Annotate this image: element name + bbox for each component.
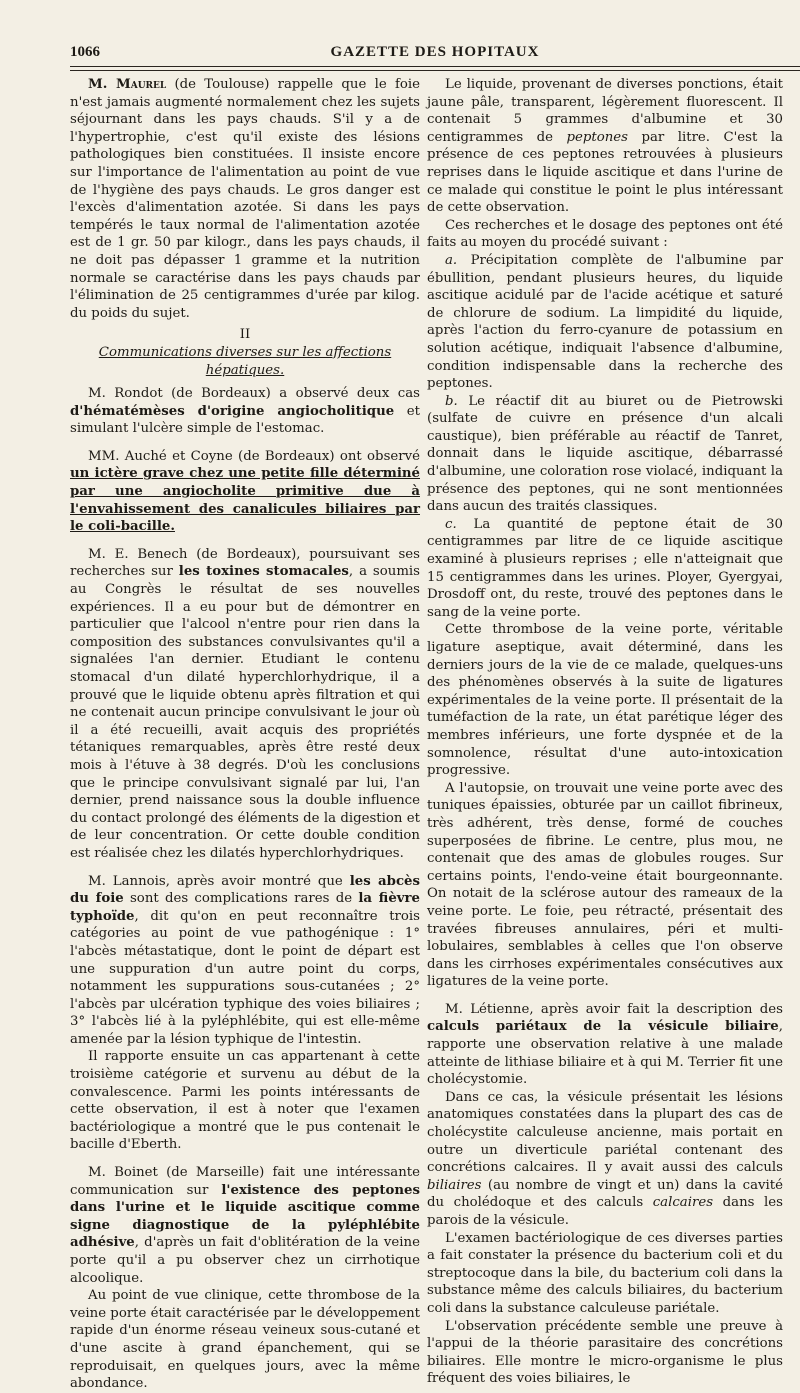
page-number: 1066 [70, 44, 100, 60]
paragraph-item-a: a. Précipitation complète de l'albumine par ébullition, pendant plusieurs heures, du liquide ascitique acidulé par de l'acide acétique et saturé de chlorure de sodium. La limpidité du liquide, après l'action du ferro-cyanure de potassium en solution acétique, indiquait l'absence d'albumine, condition indispensable dans la recherche des peptones. [427, 252, 783, 392]
paragraph-boinet: M. Boinet (de Marseille) fait une intéressante communication sur l'existence des peptones dans l'urine et le liquide ascitique comme signe diagnostique de la pyléphlébite adhésive, d'après un fait d'oblitération de la veine porte qu'il a pu observer chez un cirrhotique alcoolique. [70, 1165, 420, 1286]
section-title: Communications diverses sur les affections hépatiques. [98, 344, 392, 378]
paragraph-recherches: Ces recherches et le dosage des peptones ont été faits au moyen du procédé suivant : [427, 217, 783, 251]
paragraph-letienne: M. Létienne, après avoir fait la description des calculs pariétaux de la vésicule biliaire, rapporte une observation relative à une malade atteinte de lithiase biliaire et à qui M. Terrier fit une cholécystomie. [427, 1001, 783, 1088]
paragraph-autopsie: A l'autopsie, on trouvait une veine porte avec des tuniques épaissies, obturée par un caillot fibrineux, très adhérent, très dense, formé de couches superposées de fibrine. Le centre, plus mou, ne contenait que des amas de globules rouges. Sur certains points, l'endo-veine était bourgeonnante. On notait de la sclérose autour des rameaux de la veine porte. Le foie, peu rétracté, présentait des travées fibreuses annulaires, péri et multi-lobulaires, semblables à celles que l'on observe dans les cirrhoses expérimentales consécutives aux ligatures de la veine porte. [427, 780, 783, 990]
paragraph-rondot: M. Rondot (de Bordeaux) a observé deux cas d'hématémèses d'origine angiocholitique et simulant l'ulcère simple de l'estomac. [70, 386, 420, 437]
paragraph-item-c: c. La quantité de peptone était de 30 centigrammes par litre de ce liquide ascitique examiné à plusieurs reprises ; elle n'atteignait que 15 centigrammes dans les urines. Ployer, Gyergyai, Drosdoff ont, du reste, trouvé des peptones dans le sang de la veine porte. [427, 516, 783, 620]
section-number: II [239, 327, 251, 343]
paragraph-lannois-2: Il rapporte ensuite un cas appartenant à cette troisième catégorie et survenu au début de la convalescence. Parmi les points intéressants de cette observation, il est à noter que l'examen bactériologique a montré que le pus contenait le bacille d'Eberth. [70, 1049, 420, 1153]
paragraph-liquide: Le liquide, provenant de diverses ponctions, était jaune pâle, transparent, légèrement fluorescent. Il contenait 5 grammes d'albumine et 30 centigrammes de peptones par litre. C'est la présence de ces peptones retrouvées à plusieurs reprises dans le liquide ascitique et dans l'urine de ce malade qui constitue le point le plus intéressant de cette observation. [427, 77, 783, 216]
journal-title: GAZETTE DES HOPITAUX [330, 44, 540, 60]
header-rule [70, 66, 800, 67]
paragraph-lannois: M. Lannois, après avoir montré que les abcès du foie sont des complications rares de la fièvre typhoïde, dit qu'on en peut reconnaître trois catégories au point de vue pathogénique : 1° l'abcès métastatique, dont le point de départ est une suppuration d'un autre point du corps, notamment les suppurations sous-cutanées ; 2° l'abcès par ulcération typhique des voies biliaires ; 3° l'abcès lié à la pyléphlébite, qui est elle-même amenée par la lésion typhique de l'intestin. [70, 873, 420, 1047]
paragraph-item-b: b. Le réactif dit au biuret ou de Pietrowski (sulfate de cuivre en présence d'un alcali caustique), bien préférable au réactif de Tanret, donnait dans le liquide ascitique, débarrassé d'albumine, une coloration rose violacé, indiquant la présence des peptones, qui ne sont mentionnées dans aucun des traités classiques. [427, 393, 783, 515]
right-column [427, 76, 783, 1388]
header-rule-thin [70, 70, 800, 71]
paragraph-boinet-2: Au point de vue clinique, cette thrombose de la veine porte était caractérisée par le développement rapide d'un énorme réseau veineux sous-cutané et d'une ascite à grand épanchement, qui se reproduisait, en quelques jours, avec la même abondance. [70, 1288, 420, 1392]
paragraph-thrombose: Cette thrombose de la veine porte, véritable ligature aseptique, avait déterminé, dans les derniers jours de la vie de ce malade, quelques-uns des phénomènes observés à la suite de ligatures expérimentales de la veine porte. Il présentait de la tuméfaction de la rate, un état parétique léger des membres inférieurs, une forte dyspnée et de la somnolence, résultat d'une auto-intoxication progressive. [427, 622, 783, 779]
left-column [70, 76, 420, 1393]
paragraph-vesicule: Dans ce cas, la vésicule présentait les lésions anatomiques constatées dans la plupart des cas de cholécystite calculeuse ancienne, mais portait en outre un diverticule pariétal contenant des concrétions calcaires. Il y avait aussi des calculs biliaires (au nombre de vingt et un) dans la cavité du cholédoque et des calculs calcaires dans les parois de la vésicule. [427, 1089, 783, 1228]
paragraph-benech: M. E. Benech (de Bordeaux), poursuivant ses recherches sur les toxines stomacales, a soumis au Congrès le résultat de ses nouvelles expériences. Il a eu pour but de démontrer en particulier que l'alcool n'entre pour rien dans la composition des substances convulsivantes qu'il a signalées l'an dernier. Etudiant le contenu stomacal d'un dilaté hyperchlorhydrique, il a prouvé que le liquide obtenu après filtration et qui ne contenait aucun principe convulsivant le jour où il a été recueilli, avait acquis des propriétés tétaniques remarquables, après être resté deux mois à l'étuve à 38 degrés. D'où les conclusions que le principe convulsivant signalé par lui, l'an dernier, prend naissance sous la double influence du contact prolongé des éléments de la digestion et de leur concentration. Or cette double condition est réalisée chez les dilatés hyperchlorhydriques. [70, 546, 421, 861]
paragraph-auche-coyne: MM. Auché et Coyne (de Bordeaux) ont observé un ictère grave chez une petite fille déterminé par une angiocholite primitive due à l'envahissement des canalicules biliaires par le coli-bacille. [70, 448, 420, 535]
paragraph-maurel: M. Maurel (de Toulouse) rappelle que le foie n'est jamais augmenté normalement chez les sujets séjournant dans les pays chauds. S'il y a de l'hypertrophie, c'est qu'il existe des lésions pathologiques bien constituées. Il insiste encore sur l'importance de l'alimentation au point de vue de l'hygiène des pays chauds. Le gros danger est l'excès d'alimentation azotée. Si dans les pays tempérés le taux normal de l'alimentation azotée est de 1 gr. 50 par kilogr., dans les pays chauds, il ne doit pas dépasser 1 gramme et la nutrition normale se caractérise dans les pays chauds par l'élimination de 25 centigrammes d'urée par kilog. du poids du sujet. [70, 77, 421, 321]
paragraph-observation: L'observation précédente semble une preuve à l'appui de la théorie parasitaire des concrétions biliaires. Elle montre le micro-organisme le plus fréquent des voies biliaires, le [427, 1318, 783, 1387]
paragraph-bacteriologique: L'examen bactériologique de ces diverses parties a fait constater la présence du bacterium coli et du streptocoque dans la bile, du bacterium coli dans la substance même des calculs biliaires, du bacterium coli dans la substance calculeuse pariétale. [427, 1230, 783, 1316]
page-header [70, 44, 800, 64]
